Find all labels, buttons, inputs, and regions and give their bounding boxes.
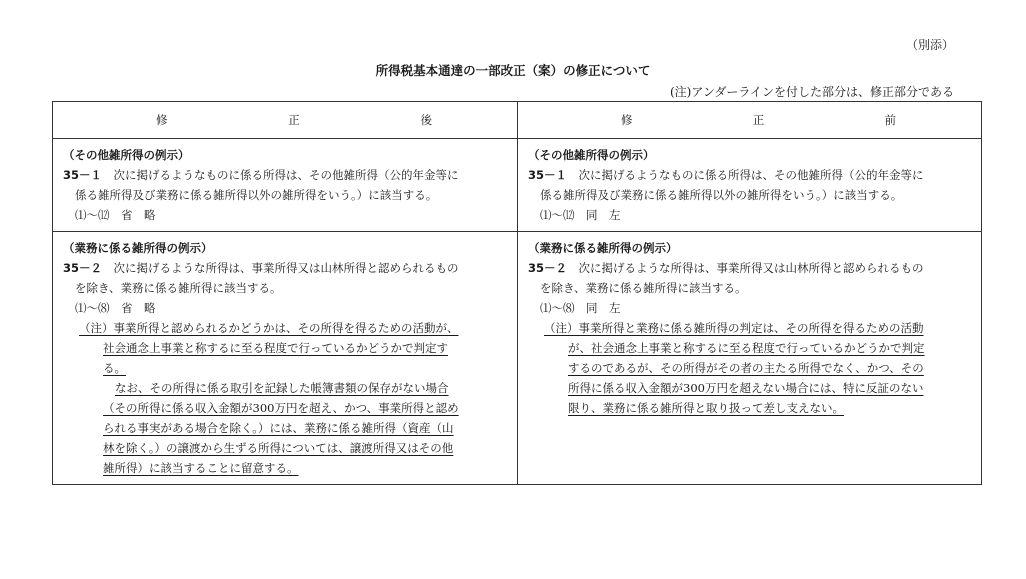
underlined-text: （注）事業所得と業務に係る雑所得の判定は、その所得を得るための活動 xyxy=(544,321,924,335)
header-after xyxy=(53,102,518,139)
underlined-text: る。 xyxy=(103,361,126,375)
text-line: を除き、業務に係る雑所得に該当する。 xyxy=(75,281,282,295)
underlined-text: られる事実がある場合を除く。）には、業務に係る雑所得（資産（山 xyxy=(103,421,454,435)
underlined-text: 限り、業務に係る雑所得と取り扱って差し支えない。 xyxy=(568,401,844,415)
text-line: ⑴～⑻ 省 略 xyxy=(75,301,156,315)
underlined-note-line xyxy=(63,398,507,418)
table-row-35-1 xyxy=(53,139,982,232)
underlined-note-line xyxy=(63,358,507,378)
item-number: 35－２ xyxy=(63,261,103,275)
paragraph-35-2-after xyxy=(63,258,507,278)
item-number: 35－１ xyxy=(63,168,103,182)
underlined-note-line xyxy=(63,458,507,478)
underlined-note-line xyxy=(528,398,971,418)
text-line: 次に掲げるような所得は、事業所得又は山林所得と認められるもの xyxy=(578,261,924,275)
caption-35-2-after: （業務に係る雑所得の例示） xyxy=(63,241,213,255)
header-after-char-1: 修 xyxy=(156,113,168,127)
underlined-text: 雑所得）に該当することに留意する。 xyxy=(103,461,299,475)
header-after-char-2: 正 xyxy=(288,113,300,127)
document-title: 所得税基本通達の一部改正（案）の修正について xyxy=(375,63,651,78)
underlined-text: なお、その所得に係る取引を記録した帳簿書類の保存がない場合 xyxy=(115,381,449,395)
header-after-char-3: 後 xyxy=(420,113,432,127)
comparison-table xyxy=(52,101,982,485)
paragraph-35-1-before xyxy=(528,165,971,185)
text-line: 次に掲げるようなものに係る所得は、その他雑所得（公的年金等に xyxy=(113,168,459,182)
paragraph-35-2-before xyxy=(528,258,971,278)
underlined-note-line xyxy=(63,438,507,458)
underline-note: (注)アンダーラインを付した部分は、修正部分である xyxy=(669,85,954,99)
underlined-note-line xyxy=(63,378,507,398)
underlined-text: 林を除く。）の譲渡から生ずる所得については、譲渡所得又はその他 xyxy=(103,441,454,455)
cell-35-2-after xyxy=(53,232,518,485)
underlined-text: 社会通念上事業と称するに至る程度で行っているかどうかで判定す xyxy=(103,341,448,355)
cell-35-1-after xyxy=(53,139,518,232)
underlined-note-line xyxy=(528,338,971,358)
text-line: ⑴～⑿ 同 左 xyxy=(540,208,621,222)
text-line: 次に掲げるようなものに係る所得は、その他雑所得（公的年金等に xyxy=(578,168,924,182)
underlined-note-line xyxy=(63,338,507,358)
text-line: ⑴～⑿ 省 略 xyxy=(75,208,156,222)
underlined-note-line xyxy=(63,318,507,338)
caption-35-1-after: （その他雑所得の例示） xyxy=(63,148,190,162)
item-number: 35－２ xyxy=(528,261,568,275)
underlined-text: が、社会通念上事業と称するに至る程度で行っているかどうかで判定 xyxy=(568,341,925,355)
underlined-text: （注）事業所得と認められるかどうかは、その所得を得るための活動が、 xyxy=(79,321,459,335)
cell-35-1-before xyxy=(518,139,982,232)
header-before xyxy=(518,102,982,139)
caption-35-2-before: （業務に係る雑所得の例示） xyxy=(528,241,678,255)
header-before-char-1: 修 xyxy=(621,113,633,127)
underlined-note-line xyxy=(528,378,971,398)
underlined-text: するのであるが、その所得がその者の主たる所得でなく、かつ、その xyxy=(568,361,924,375)
caption-35-1-before: （その他雑所得の例示） xyxy=(528,148,655,162)
text-line: を除き、業務に係る雑所得に該当する。 xyxy=(540,281,747,295)
underlined-text: 所得に係る収入金額が300万円を超えない場合には、特に反証のない xyxy=(568,381,924,395)
text-line: 係る雑所得及び業務に係る雑所得以外の雑所得をいう。）に該当する。 xyxy=(540,188,903,202)
cell-35-2-before xyxy=(518,232,982,485)
table-header-row xyxy=(53,102,982,139)
table-row-35-2 xyxy=(53,232,982,485)
underlined-note-line xyxy=(528,358,971,378)
underlined-note-line xyxy=(528,318,971,338)
attachment-label: （別添） xyxy=(905,38,954,52)
text-line: ⑴～⑻ 同 左 xyxy=(540,301,621,315)
underlined-note-line xyxy=(63,418,507,438)
text-line: 係る雑所得及び業務に係る雑所得以外の雑所得をいう。）に該当する。 xyxy=(75,188,438,202)
paragraph-35-1-after xyxy=(63,165,507,185)
header-before-char-3: 前 xyxy=(884,113,896,127)
underlined-text: （その所得に係る収入金額が300万円を超え、かつ、事業所得と認め xyxy=(103,401,459,415)
item-number: 35－１ xyxy=(528,168,568,182)
text-line: 次に掲げるような所得は、事業所得又は山林所得と認められるもの xyxy=(113,261,459,275)
header-before-char-2: 正 xyxy=(752,113,765,127)
